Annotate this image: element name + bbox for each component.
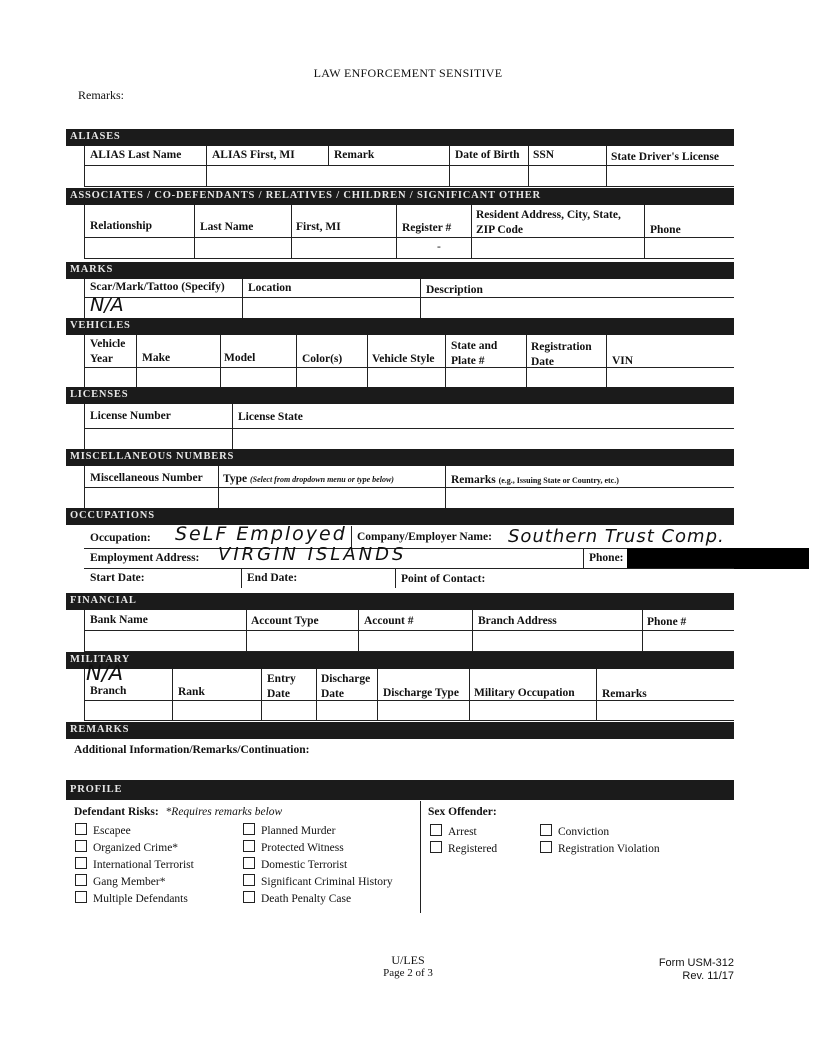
remarks-section-bar: REMARKS	[66, 722, 734, 739]
sex-registered[interactable]: Registered	[430, 841, 497, 856]
risk-multiple-defendants[interactable]: Multiple Defendants	[75, 891, 188, 906]
military-na-handwritten: N/A	[86, 661, 124, 685]
footer-page: Page 2 of 3	[383, 967, 433, 979]
checkbox-icon[interactable]	[243, 891, 255, 903]
assoc-first-header: First, MI	[296, 221, 341, 233]
checkbox-icon[interactable]	[243, 840, 255, 852]
alias-ssn-header: SSN	[533, 149, 555, 161]
misc-remarks-note: (e.g., Issuing State or Country, etc.)	[498, 476, 619, 485]
checkbox-icon[interactable]	[540, 824, 552, 836]
risk-death-penalty-case[interactable]: Death Penalty Case	[243, 891, 351, 906]
assoc-relationship-header: Relationship	[90, 220, 152, 232]
veh-vin-header: VIN	[612, 355, 634, 367]
alias-first-header: ALIAS First, MI	[212, 149, 295, 161]
marks-section-bar: MARKS	[66, 262, 734, 279]
alias-dob-header: Date of Birth	[455, 149, 520, 161]
point-of-contact-label: Point of Contact:	[401, 573, 486, 585]
checkbox-icon[interactable]	[75, 857, 87, 869]
veh-year-header: Vehicle Year	[90, 338, 126, 365]
misc-remarks-header	[451, 474, 619, 487]
mil-branch-header: Branch	[90, 685, 127, 697]
checkbox-icon[interactable]	[75, 891, 87, 903]
marks-scar-header: Scar/Mark/Tattoo (Specify)	[90, 281, 225, 293]
occupations-section-bar: OCCUPATIONS	[66, 508, 734, 525]
account-number-header: Account #	[364, 615, 414, 627]
defendant-risks-heading	[74, 806, 282, 819]
employment-address-handwritten: VIRGIN ISLANDS	[218, 544, 407, 565]
risk-organized-crime[interactable]: Organized Crime*	[75, 840, 178, 855]
checkbox-icon[interactable]	[75, 874, 87, 886]
risk-international-terrorist[interactable]: International Terrorist	[75, 857, 194, 872]
misc-number-header: Miscellaneous Number	[90, 472, 203, 484]
assoc-address-header: Resident Address, City, State, ZIP Code	[476, 209, 621, 236]
mil-entry-header: Entry Date	[267, 673, 296, 700]
veh-color-header: Color(s)	[302, 353, 343, 365]
assoc-register-header: Register #	[402, 222, 452, 234]
occupation-value-handwritten: SeLF Employed	[175, 523, 347, 545]
misc-type-label: Type	[223, 473, 248, 485]
license-state-header: License State	[238, 411, 303, 423]
account-type-header: Account Type	[251, 615, 319, 627]
phone-redaction	[627, 548, 809, 569]
sex-arrest[interactable]: Arrest	[430, 824, 477, 839]
risk-gang-member[interactable]: Gang Member*	[75, 874, 166, 889]
employment-address-label: Employment Address:	[90, 552, 200, 564]
licenses-section-bar: LICENSES	[66, 387, 734, 404]
footer-form-number: Form USM-312	[658, 957, 734, 969]
misc-type-note: (Select from dropdown menu or type below)	[249, 475, 394, 484]
checkbox-icon[interactable]	[430, 824, 442, 836]
additional-info-label: Additional Information/Remarks/Continuation:	[74, 744, 310, 756]
sex-conviction[interactable]: Conviction	[540, 824, 609, 839]
mil-remarks-header: Remarks	[602, 688, 647, 700]
checkbox-icon[interactable]	[243, 857, 255, 869]
start-date-label: Start Date:	[90, 572, 145, 584]
veh-make-header: Make	[142, 352, 171, 364]
alias-remark-header: Remark	[334, 149, 375, 161]
veh-style-header: Vehicle Style	[372, 353, 435, 365]
phone-label: Phone:	[589, 552, 624, 564]
marks-na-handwritten: N/A	[90, 294, 124, 316]
footer-revision: Rev. 11/17	[682, 970, 734, 982]
mil-discharge-date-header: Discharge Date	[321, 673, 371, 700]
aliases-section-bar: ALIASES	[66, 129, 734, 146]
bank-name-header: Bank Name	[90, 614, 148, 626]
veh-reg-date-header: Registration Date	[531, 341, 592, 368]
occupation-label: Occupation:	[90, 532, 151, 544]
checkbox-icon[interactable]	[75, 840, 87, 852]
checkbox-icon[interactable]	[430, 841, 442, 853]
risk-domestic-terrorist[interactable]: Domestic Terrorist	[243, 857, 347, 872]
remarks-label: Remarks:	[78, 88, 124, 102]
employer-label: Company/Employer Name:	[357, 531, 492, 543]
misc-type-header	[223, 473, 394, 486]
checkbox-icon[interactable]	[75, 823, 87, 835]
risk-protected-witness[interactable]: Protected Witness	[243, 840, 344, 855]
checkbox-icon[interactable]	[540, 841, 552, 853]
sex-offender-label: Sex Offender:	[428, 806, 497, 818]
military-section-bar: MILITARY	[66, 652, 734, 669]
license-number-header: License Number	[90, 410, 171, 422]
footer-ules: U/LES	[391, 953, 425, 967]
associates-section-bar: ASSOCIATES / CO-DEFENDANTS / RELATIVES / CHILDREN / SIGNIFICANT OTHER	[66, 188, 734, 205]
veh-plate-header: State and Plate #	[451, 340, 498, 367]
assoc-last-name-header: Last Name	[200, 221, 254, 233]
financial-section-bar: FINANCIAL	[66, 593, 734, 610]
mil-discharge-type-header: Discharge Type	[383, 687, 459, 699]
alias-last-name-header: ALIAS Last Name	[90, 149, 182, 161]
page-title: LAW ENFORCEMENT SENSITIVE	[313, 66, 503, 80]
checkbox-icon[interactable]	[243, 874, 255, 886]
assoc-dash: -	[437, 241, 441, 253]
defendant-risks-note: *Requires remarks below	[165, 806, 283, 818]
marks-description-header: Description	[426, 284, 483, 296]
mil-rank-header: Rank	[178, 686, 205, 698]
vehicles-section-bar: VEHICLES	[66, 318, 734, 335]
sex-registration-violation[interactable]: Registration Violation	[540, 841, 660, 856]
misc-remarks-label: Remarks	[451, 474, 496, 486]
branch-address-header: Branch Address	[478, 615, 557, 627]
profile-section-bar: PROFILE	[66, 780, 734, 800]
employer-value-handwritten: Southern Trust Comp.	[508, 526, 725, 547]
risk-planned-murder[interactable]: Planned Murder	[243, 823, 335, 838]
veh-model-header: Model	[224, 352, 256, 364]
marks-location-header: Location	[248, 282, 292, 294]
risk-significant-criminal-history[interactable]: Significant Criminal History	[243, 874, 393, 889]
assoc-phone-header: Phone	[650, 224, 681, 236]
end-date-label: End Date:	[247, 572, 298, 584]
risk-escapee[interactable]: Escapee	[75, 823, 131, 838]
alias-license-header: State Driver's License	[611, 151, 719, 163]
misc-section-bar: MISCELLANEOUS NUMBERS	[66, 449, 734, 466]
mil-occupation-header: Military Occupation	[474, 687, 575, 699]
financial-phone-header: Phone #	[647, 616, 687, 628]
defendant-risks-label: Defendant Risks:	[74, 806, 159, 818]
checkbox-icon[interactable]	[243, 823, 255, 835]
